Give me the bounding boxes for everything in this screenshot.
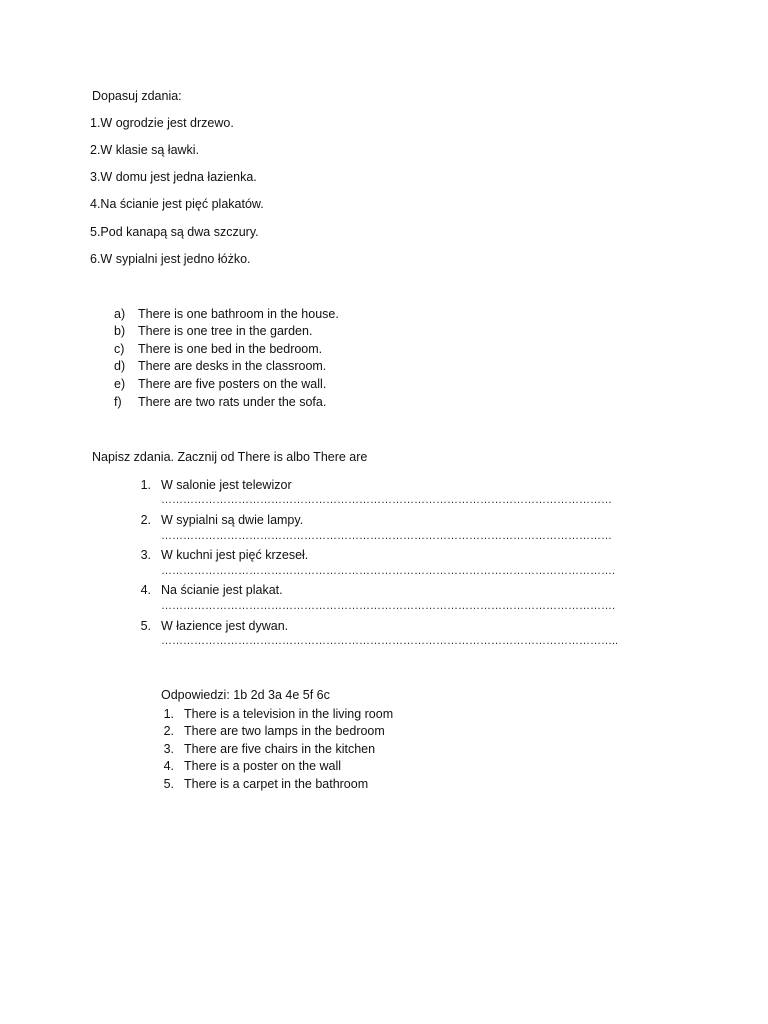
english-option-marker: f) bbox=[114, 395, 122, 409]
english-option-text: There is one tree in the garden. bbox=[138, 324, 313, 338]
answer-blank-line[interactable]: ……………………………………………………………………………………………………………. bbox=[161, 600, 616, 612]
english-option-marker: c) bbox=[114, 342, 125, 356]
english-option-text: There are five posters on the wall. bbox=[138, 377, 327, 391]
english-option-text: There are two rats under the sofa. bbox=[138, 395, 327, 409]
task-number: 2. bbox=[140, 513, 151, 527]
answer-blank-line[interactable]: …………………………………………………………………………………………………………… bbox=[161, 494, 612, 506]
english-option-marker: a) bbox=[114, 307, 126, 321]
task-prompt: W kuchni jest pięć krzeseł. bbox=[161, 548, 309, 562]
english-option-marker: d) bbox=[114, 359, 126, 373]
answer-blank-line[interactable]: …………………………………………………………………………………………………………….. bbox=[161, 635, 619, 647]
answer-number: 2. bbox=[163, 724, 174, 738]
answers-title: Odpowiedzi: 1b 2d 3a 4e 5f 6c bbox=[161, 688, 330, 702]
task-prompt: W łazience jest dywan. bbox=[161, 619, 289, 633]
polish-sentence-1: 1.W ogrodzie jest drzewo. bbox=[90, 116, 234, 130]
answer-number: 5. bbox=[163, 777, 174, 791]
answer-blank-line[interactable]: ……………………………………………………………………………………………………………. bbox=[161, 565, 616, 577]
task-prompt: Na ścianie jest plakat. bbox=[161, 583, 283, 597]
english-option-marker: b) bbox=[114, 324, 126, 338]
polish-sentence-5: 5.Pod kanapą są dwa szczury. bbox=[90, 225, 259, 239]
english-option-text: There are desks in the classroom. bbox=[138, 359, 327, 373]
answer-number: 3. bbox=[163, 742, 174, 756]
answer-text: There are two lamps in the bedroom bbox=[184, 724, 385, 738]
answer-text: There is a television in the living room bbox=[184, 707, 394, 721]
answer-text: There is a poster on the wall bbox=[184, 759, 342, 773]
polish-sentence-3: 3.W domu jest jedna łazienka. bbox=[90, 170, 257, 184]
match-section-title: Dopasuj zdania: bbox=[92, 89, 182, 103]
english-option-text: There is one bathroom in the house. bbox=[138, 307, 339, 321]
write-section-title: Napisz zdania. Zacznij od There is albo There are bbox=[92, 450, 368, 464]
english-option-marker: e) bbox=[114, 377, 126, 391]
task-prompt: W salonie jest telewizor bbox=[161, 478, 292, 492]
answer-text: There is a carpet in the bathroom bbox=[184, 777, 369, 791]
answer-number: 4. bbox=[163, 759, 174, 773]
polish-sentence-6: 6.W sypialni jest jedno łóżko. bbox=[90, 252, 251, 266]
task-number: 1. bbox=[140, 478, 151, 492]
task-number: 5. bbox=[140, 619, 151, 633]
answer-number: 1. bbox=[163, 707, 174, 721]
polish-sentence-2: 2.W klasie są ławki. bbox=[90, 143, 200, 157]
polish-sentence-4: 4.Na ścianie jest pięć plakatów. bbox=[90, 197, 264, 211]
task-number: 4. bbox=[140, 583, 151, 597]
english-option-text: There is one bed in the bedroom. bbox=[138, 342, 323, 356]
task-number: 3. bbox=[140, 548, 151, 562]
task-prompt: W sypialni są dwie lampy. bbox=[161, 513, 304, 527]
answer-blank-line[interactable]: …………………………………………………………………………………………………………… bbox=[161, 530, 612, 542]
answer-text: There are five chairs in the kitchen bbox=[184, 742, 376, 756]
